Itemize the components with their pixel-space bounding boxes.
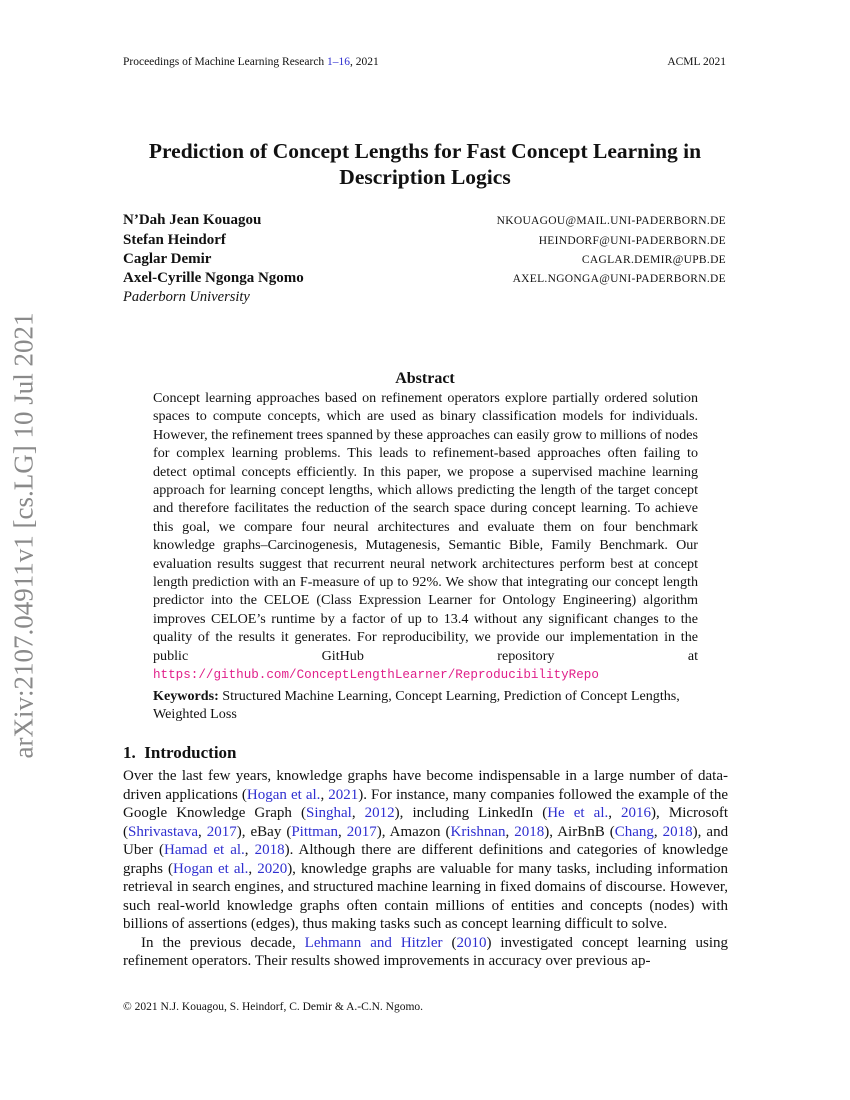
citation-link[interactable]: 2018 xyxy=(254,842,285,859)
abstract-body xyxy=(153,389,698,685)
citation-link[interactable]: Pittman xyxy=(291,823,338,840)
body-text: ), knowledge graphs are valuable for many tasks, including information retrieval in search engines, and structured machine learning in fixed domains of discourse. However, such real-world knowledge graphs often contain millions of entities and concepts (nodes) with billions of assertions (edges), thus making tasks such as concept learning difficult to solve. xyxy=(123,860,728,933)
body-text: , xyxy=(338,823,347,840)
running-header-right: ACML 2021 xyxy=(667,56,726,68)
year-text: , 2021 xyxy=(350,56,379,68)
arxiv-stamp: arXiv:2107.04911v1 [cs.LG] 10 Jul 2021 xyxy=(8,312,39,759)
citation-link[interactable]: Hamad et al. xyxy=(164,842,245,859)
body-text: ( xyxy=(442,934,457,951)
proceedings-text: Proceedings of Machine Learning Research xyxy=(123,56,328,68)
author-email: NKOUAGOU@MAIL.UNI-PADERBORN.DE xyxy=(496,215,726,227)
citation-link[interactable]: He et al. xyxy=(547,805,609,822)
citation-link[interactable]: 2021 xyxy=(328,786,359,803)
citation-link[interactable]: 2020 xyxy=(257,860,288,877)
copyright-footer: © 2021 N.J. Kouagou, S. Heindorf, C. Demir & A.-C.N. Ngomo. xyxy=(123,1000,424,1013)
citation-link[interactable]: 2016 xyxy=(621,805,652,822)
citation-link[interactable]: Singhal xyxy=(305,805,352,822)
body-text: Over the last few years, knowledge graphs have become indispensable in a large number of data-driven applications ( xyxy=(123,768,728,803)
section-number: 1. xyxy=(123,743,136,763)
body-text: , xyxy=(197,823,207,840)
author-email: AXEL.NGONGA@UNI-PADERBORN.DE xyxy=(512,273,726,285)
citation-link[interactable]: Hogan et al. xyxy=(246,786,321,803)
abstract-heading: Abstract xyxy=(395,370,455,387)
citation-link[interactable]: Chang xyxy=(614,823,654,840)
author-email: CAGLAR.DEMIR@UPB.DE xyxy=(581,254,726,266)
body-text: , xyxy=(351,805,365,822)
body-text: ) investigated concept learning using refinement operators. Their results showed improvements in accuracy over previous ap- xyxy=(123,934,729,970)
body-text: , xyxy=(320,786,329,803)
author-name: Axel-Cyrille Ngonga Ngomo xyxy=(123,270,304,286)
body-text: ), Amazon ( xyxy=(376,823,451,840)
repository-link[interactable]: https://github.com/ConceptLengthLearner/ReproducibilityRepo xyxy=(153,668,599,683)
affiliation: Paderborn University xyxy=(123,289,250,305)
body-text: ), AirBnB ( xyxy=(544,823,615,840)
body-text: , xyxy=(244,842,255,859)
citation-link[interactable]: 2017 xyxy=(346,823,377,840)
body-text: ), Microsoft ( xyxy=(123,805,729,840)
citation-link[interactable]: Krishnan xyxy=(450,823,506,840)
body-text: , xyxy=(505,823,515,840)
citation-link[interactable]: 2018 xyxy=(662,823,693,840)
paper-title: Prediction of Concept Lengths for Fast Concept Learning in Description Logics xyxy=(148,139,702,189)
body-text: ). For instance, many companies followed the example of the Google Knowledge Graph ( xyxy=(123,786,729,822)
citation-link[interactable]: 2012 xyxy=(364,805,395,822)
body-text: , xyxy=(608,805,622,822)
section-title: Introduction xyxy=(144,743,237,763)
citation-link[interactable]: Hogan et al. xyxy=(173,860,249,877)
author-email: HEINDORF@UNI-PADERBORN.DE xyxy=(538,235,726,247)
keywords xyxy=(153,687,713,724)
section-heading xyxy=(123,743,728,763)
body-text: , xyxy=(653,823,663,840)
author-name: Stefan Heindorf xyxy=(123,232,226,248)
body-text: ), and Uber ( xyxy=(123,823,729,859)
running-header-left xyxy=(123,56,379,68)
body-text: In the previous decade, xyxy=(141,934,305,951)
abstract-text: Concept learning approaches based on refinement operators explore partially ordered solution spaces to compute concepts, which are used as binary classification models for individuals. However, the refinement trees spanned by these approaches can easily grow to millions of nodes for complex learning problems. This leads to refinement-based approaches often failing to detect optimal concepts efficiently. In this paper, we propose a supervised machine learning approach for learning concept lengths, which allows predicting the length of the target concept and therefore facilitates the reduction of the search space during concept learning. To achieve this goal, we compare four neural architectures and evaluate them on four benchmark knowledge graphs–Carcinogenesis, Mutagenesis, Semantic Bible, Family Benchmark. Our evaluation results suggest that recurrent neural network architectures perform best at concept length prediction with an F-measure of up to 92%. We show that integrating our concept length predictor into the CELOE (Class Expression Learner for Ontology Engineering) algorithm improves CELOE’s runtime by a factor of up to 13.4 without any significant changes to the quality of the results it generates. For reproducibility, we provide our implementation in the public GitHub repository at xyxy=(153,390,698,664)
keywords-text: Structured Machine Learning, Concept Learning, Prediction of Concept Lengths, Weighted Loss xyxy=(153,687,680,722)
author-name: N’Dah Jean Kouagou xyxy=(123,212,262,228)
body-text: ), eBay ( xyxy=(236,823,292,840)
citation-link[interactable]: Shrivastava xyxy=(128,823,198,840)
pages-link[interactable]: 1–16 xyxy=(327,56,351,68)
body-text: ), including LinkedIn ( xyxy=(394,805,548,822)
keywords-label: Keywords: xyxy=(153,687,219,704)
body-text: , xyxy=(248,860,258,877)
body-text: ). Although there are different definitions and categories of knowledge graphs ( xyxy=(123,842,729,877)
citation-link[interactable]: 2018 xyxy=(514,823,545,840)
citation-link[interactable]: 2017 xyxy=(206,823,237,840)
intro-paragraph-2 xyxy=(123,934,728,971)
citation-link[interactable]: 2010 xyxy=(456,934,487,951)
citation-link[interactable]: Lehmann and Hitzler xyxy=(304,934,443,951)
intro-paragraph-1 xyxy=(123,767,728,934)
author-name: Caglar Demir xyxy=(123,251,212,267)
body-flow xyxy=(123,389,728,1013)
